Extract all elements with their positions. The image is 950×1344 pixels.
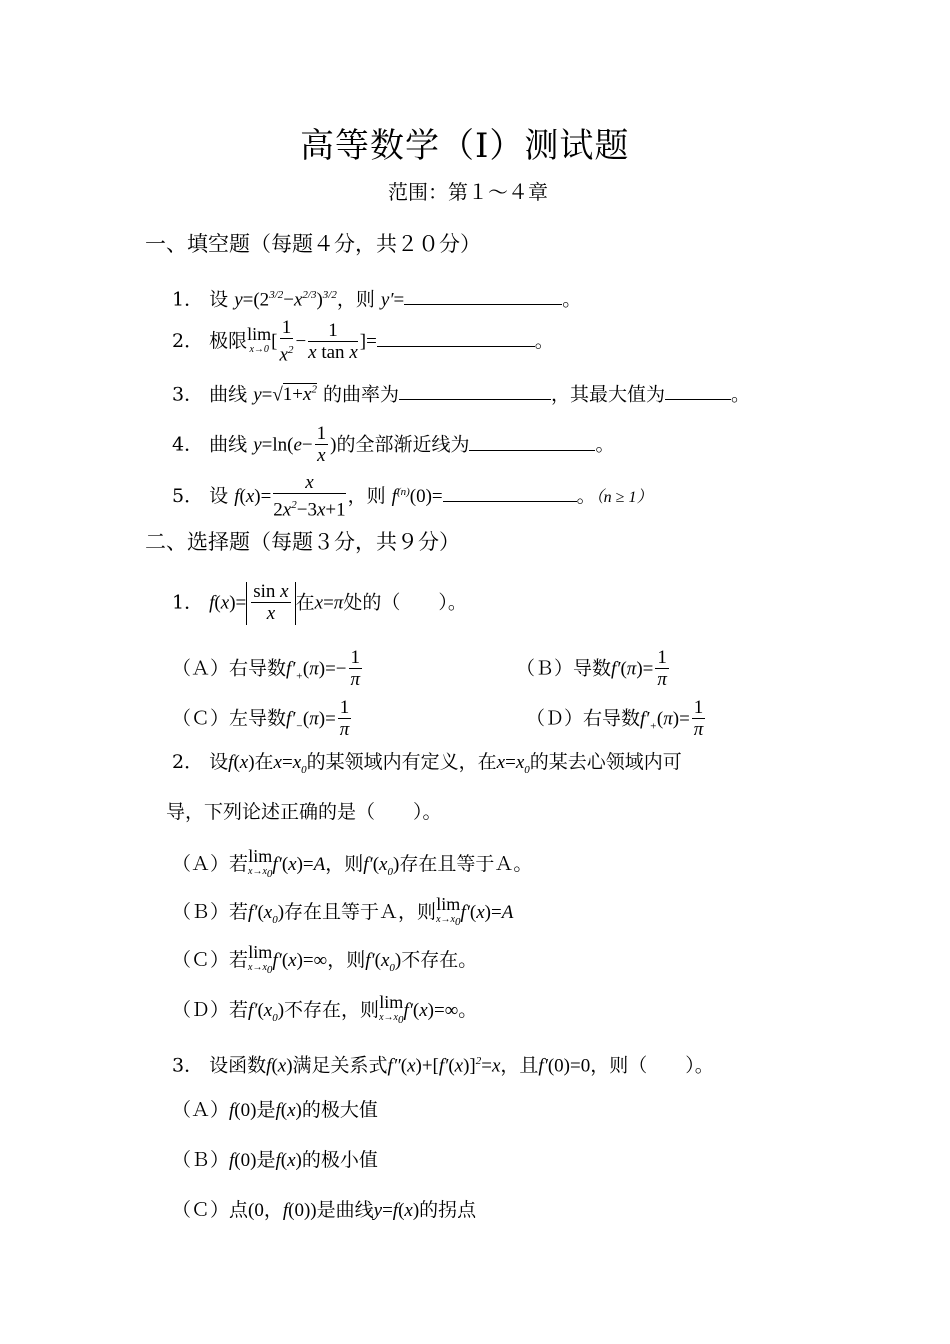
page-title: 高等数学（Ⅰ）测试题	[300, 126, 630, 166]
choice-q3-c[interactable]: （Ｃ）点(0，f(0))是曲线y=f(x)的拐点	[172, 1199, 477, 1221]
choice-q1-b[interactable]: （Ｂ）导数f′(π)= $\frac{1}{\pi}$	[516, 647, 667, 690]
choice-q1-d[interactable]: （Ｄ）右导数$f'_+(\pi)=$ $\frac{1}{\pi}$	[526, 697, 704, 740]
choice-q2: 2． 设f(x)在$x=x_0$的某领域内有定义，在$x=x_0$的某去心领域内可	[172, 751, 682, 776]
choice-q3: 3． 设函数f(x)满足关系式$f''(x)+[f'(x)]^2=x$，且f′(0)=0，则（ ）。	[172, 1054, 714, 1077]
choice-q2-d[interactable]: （Ｄ）若$f'(x_0)$不存在，则 lim x→x0 f′(x)=∞。	[172, 992, 478, 1026]
fill-q4: 4． 曲线 y=ln(e− $\frac{1}{x}$ )的全部渐近线为 。	[172, 423, 615, 466]
choice-q1-c[interactable]: （Ｃ）左导数$f'_-(\pi)=$ $\frac{1}{\pi}$	[172, 697, 350, 740]
choice-q2-b[interactable]: （Ｂ）若$f'(x_0)$存在且等于Ａ，则 lim x→x0 f′(x)=A	[172, 894, 514, 928]
section-2-heading: 二、选择题（每题３分，共９分）	[145, 530, 460, 554]
answer-blank[interactable]	[399, 398, 551, 400]
choice-q3-a[interactable]: （Ａ）f(0)是f(x)的极大值	[172, 1099, 378, 1121]
choice-q1-a[interactable]: （Ａ）右导数$f'_+(\pi)=-$ $\frac{1}{\pi}$	[172, 647, 361, 690]
choice-q1: 1． f(x)= $\frac{\text{sin x}}{x}$ 在x=π处的（ ）。	[172, 581, 467, 624]
choice-q2-line2: 导，下列论述正确的是（ ）。	[166, 801, 442, 823]
choice-q3-b[interactable]: （Ｂ）f(0)是f(x)的极小值	[172, 1149, 378, 1171]
fill-q5: 5． 设 f(x)= $\frac{x}{2x^2-3x+1}$ ，则 $f^{(n)}(0)=$ 。（n ≥ 1）	[172, 472, 653, 521]
answer-blank[interactable]	[665, 398, 731, 400]
page-subtitle: 范围：第１～４章	[388, 180, 548, 204]
answer-blank[interactable]	[469, 449, 595, 451]
answer-blank[interactable]	[377, 345, 535, 347]
answer-blank[interactable]	[443, 500, 577, 502]
fill-q2: 2． 极限 lim x→0 [ $\frac{1}{x^2}$ − $\frac{1}{\text{x tan x}}$ ]= 。	[172, 317, 554, 366]
choice-q2-c[interactable]: （Ｃ）若 lim x→x0 f′(x)=∞，则$f'(x_0)$不存在。	[172, 942, 478, 976]
choice-q2-a[interactable]: （Ａ）若 lim x→x0 f′(x)=A，则$f'(x_0)$存在且等于Ａ。	[172, 846, 533, 880]
fill-q1: 1． 设 $y=(2^{3/2}-x^{2/3})^{3/2}$，则 y′= 。	[172, 288, 582, 311]
fill-q3: 3． 曲线 $y=√1+x^2$ 的曲率为 ，其最大值为 。	[172, 383, 751, 406]
section-1-heading: 一、填空题（每题４分，共２０分）	[145, 232, 481, 256]
answer-blank[interactable]	[404, 303, 562, 305]
